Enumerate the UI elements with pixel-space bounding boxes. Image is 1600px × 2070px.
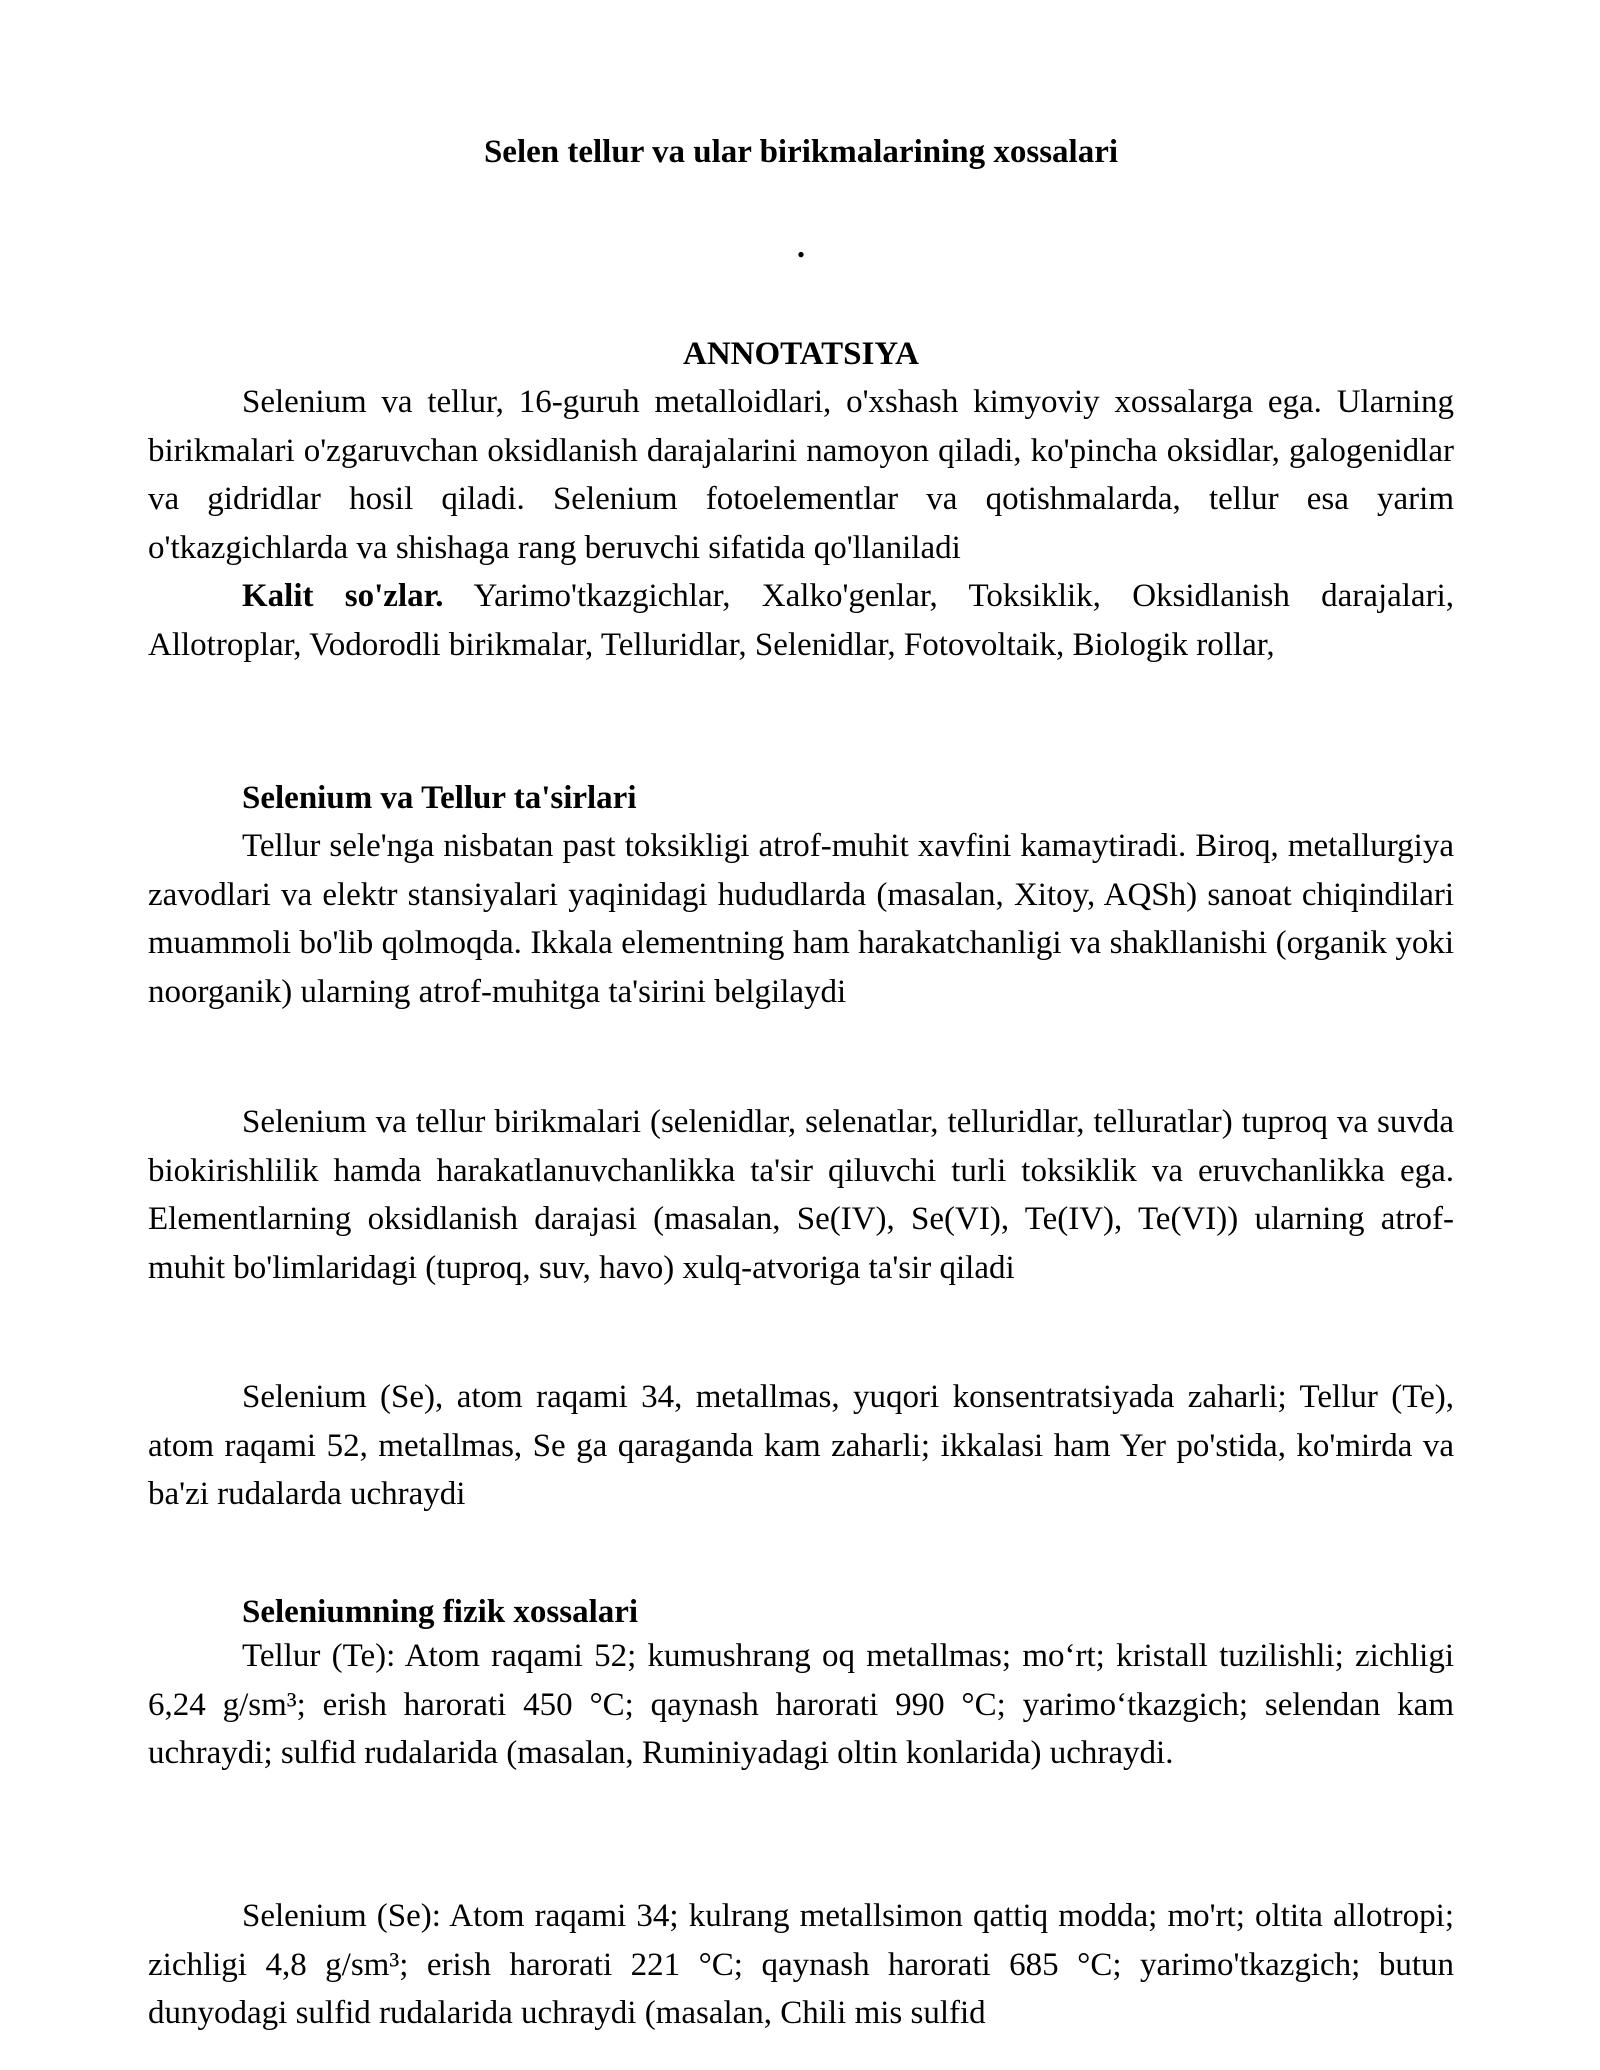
- physical-paragraph-selenium: Selenium (Se): Atom raqami 34; kulrang metallsimon qattiq modda; mo'rt; oltita allotropi; zichligi 4,8 g/sm³; erish harorati 221 °C; qaynash harorati 685 °C; yarimo'tkazgich; butun dunyodagi sulfid rudalarida uchraydi (masalan, Chili mis sulfid: [148, 1898, 1454, 2031]
- document-title: Selen tellur va ular birikmalarining xossalari: [483, 134, 1119, 170]
- effects-paragraph-3: Selenium (Se), atom raqami 34, metallmas, yuqori konsentratsiyada zaharli; Tellur (Te), atom raqami 52, metallmas, Se ga qaraganda kam zaharli; ikkalasi ham Yer po'stida, ko'mirda va ba'zi rudalarda uchraydi: [148, 1379, 1454, 1512]
- physical-paragraph-tellur: Tellur (Te): Atom raqami 52; kumushrang oq metallmas; mo‘rt; kristall tuzilishli; zichligi 6,24 g/sm³; erish harorati 450 °C; qaynash harorati 990 °C; yarimo‘tkazgich; selendan kam uchraydi; sulfid rudalarida (masalan, Ruminiyadagi oltin konlarida) uchraydi.: [148, 1638, 1454, 1771]
- keywords-text: Yarimo'tkazgichlar, Xalko'genlar, Toksiklik, Oksidlanish darajalari, Allotroplar, Vodorodli birikmalar, Telluridlar, Selenidlar, Fotovoltaik, Biologik rollar,: [148, 578, 1454, 663]
- title-separator: .: [796, 229, 806, 265]
- effects-paragraph-2: Selenium va tellur birikmalari (selenidlar, selenatlar, telluridlar, telluratlar) tuproq va suvda biokirishlilik hamda harakatlanuvchanlikka ta'sir qiluvchi turli toksiklik va eruvchanlikka ega. Elementlarning oksidlanish darajasi (masalan, Se(IV), Se(VI), Te(IV), Te(VI)) ularning atrof-muhit bo'limlaridagi (tuproq, suv, havo) xulq-atvoriga ta'sir qiladi: [148, 1104, 1454, 1286]
- keywords-label: Kalit so'zlar.: [242, 578, 444, 614]
- keywords-paragraph: [148, 572, 1454, 669]
- section-heading-physical: Seleniumning fizik xossalari: [242, 1594, 639, 1630]
- section-heading-effects: Selenium va Tellur ta'sirlari: [242, 780, 637, 816]
- effects-paragraph-1: Tellur sele'nga nisbatan past toksikligi atrof-muhit xavfini kamaytiradi. Biroq, metallurgiya zavodlari va elektr stansiyalari yaqinidagi hududlarda (masalan, Xitoy, AQSh) sanoat chiqindilari muammoli bo'lib qolmoqda. Ikkala elementning ham harakatchanligi va shakllanishi (organik yoki noorganik) ularning atrof-muhitga ta'sirini belgilaydi: [148, 828, 1454, 1010]
- annotation-heading: ANNOTATSIYA: [683, 336, 919, 372]
- annotation-paragraph: Selenium va tellur, 16-guruh metalloidlari, o'xshash kimyoviy xossalarga ega. Ularning birikmalari o'zgaruvchan oksidlanish darajalarini namoyon qiladi, ko'pincha oksidlar, galogenidlar va gidridlar hosil qiladi. Selenium fotoelementlar va qotishmalarda, tellur esa yarim o'tkazgichlarda va shishaga rang beruvchi sifatida qo'llaniladi: [148, 384, 1454, 566]
